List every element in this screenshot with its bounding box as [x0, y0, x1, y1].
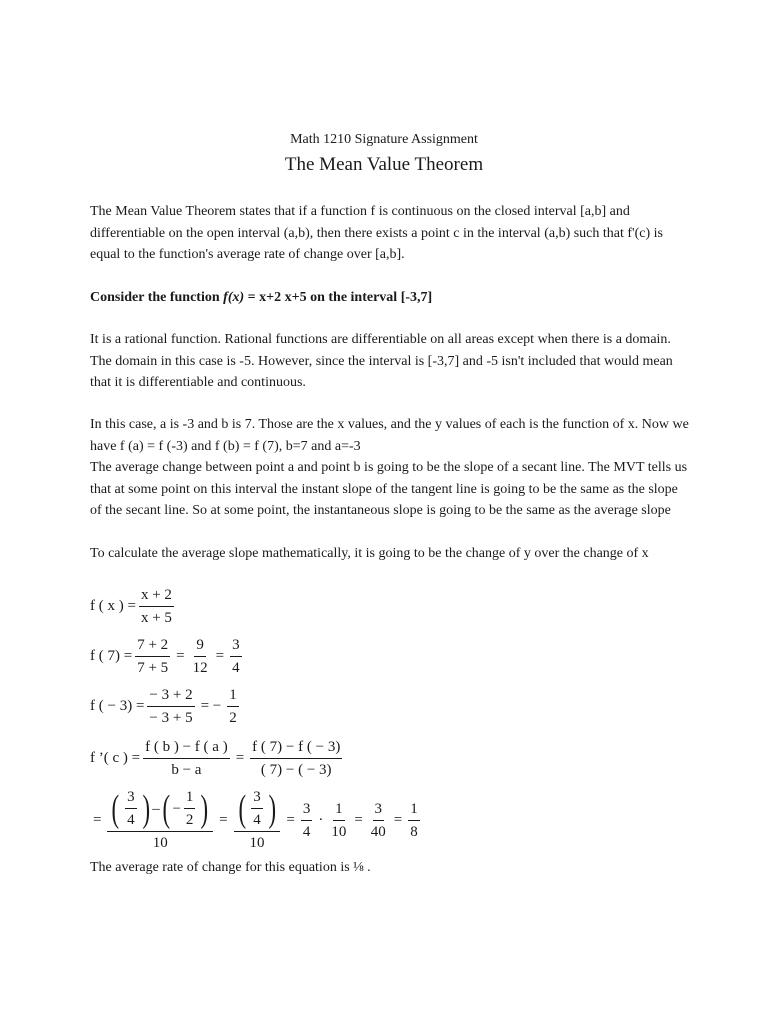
eq5-frac-b [184, 788, 196, 829]
eq4-num1: f ( b ) − f ( a ) [143, 738, 230, 759]
eq5-a-num: 3 [125, 788, 137, 809]
eq3-den1: − 3 + 5 [149, 710, 193, 726]
eq5-a-den: 4 [127, 812, 135, 828]
eq5-f-den: 40 [370, 823, 386, 840]
eq5-paren-b [160, 788, 211, 829]
calculate-paragraph: To calculate the average slope mathematically, it is going to be the change of y over the change of x [90, 546, 649, 561]
eq4-fraction-1 [143, 738, 230, 779]
consider-rest: = x+2 x+5 on the interval [-3,7] [244, 290, 433, 305]
eq5-e-num: 1 [333, 800, 345, 821]
eq5-big-num [107, 788, 213, 832]
eq5-frac-e [329, 800, 348, 841]
eq5-frac-d [301, 800, 313, 841]
eq5-b-den: 2 [185, 812, 194, 828]
equation-final [90, 788, 423, 852]
eq5-paren-b-close: ) [200, 787, 209, 830]
eq5-e-den: 10 [331, 823, 347, 840]
eq1-fraction [139, 586, 174, 627]
eq1-num: x + 2 [139, 586, 174, 607]
eq5-frac-c [251, 788, 263, 829]
eq3-den2: 2 [229, 710, 237, 726]
eq4-den2: ( 7) − ( − 3) [260, 762, 332, 778]
eq5-minus: – [152, 800, 160, 817]
eq5-f-num: 3 [373, 800, 385, 821]
result-paragraph: The average rate of change for this equation is ⅛ . [90, 860, 371, 875]
document-title: The Mean Value Theorem [284, 154, 484, 175]
eq1-lhs: f ( x ) = [90, 598, 136, 614]
eq5-frac-g [408, 800, 420, 841]
rational-paragraph: It is a rational function. Rational functions are differentiable on all areas except when there is a domain. The domain in this case is -5. However, since the interval is [-3,7] and -5 isn't included that would mean that it is differentiable and continuous. [90, 332, 673, 390]
equation-f7 [90, 636, 245, 677]
consider-function-name: f(x) [223, 290, 245, 305]
eq5-big-den-2: 10 [249, 835, 265, 851]
consider-paragraph [90, 287, 690, 309]
eq3-fraction-1 [147, 686, 194, 727]
eq4-lhs: f ’( c ) = [90, 750, 141, 766]
eq5-b-sign: − [172, 800, 181, 817]
eq5-dot: · [318, 811, 324, 828]
equation-fx [90, 586, 177, 627]
intro-paragraph: The Mean Value Theorem states that if a function f is continuous on the closed interval [a,b] and differentiable on the open interval (a,b), then there exists a point c in the interval (a,b) such that f'(c) is equal to the function's average rate of change over [a,b]. [90, 204, 663, 262]
equation-f-minus3 [90, 686, 242, 727]
eq5-b-num: 1 [184, 788, 196, 809]
eq2-fraction-2 [191, 636, 210, 677]
eq5-equals-2: = [286, 811, 295, 828]
eq5-d-den: 4 [302, 823, 311, 840]
eq2-den3: 4 [232, 660, 240, 676]
eq5-big-den: 10 [152, 835, 168, 851]
eq5-paren-c-open: ( [238, 787, 246, 830]
case-paragraph: In this case, a is -3 and b is 7. Those are the x values, and the y values of each is the function of x. Now we have f (a) = f (-3) and f (b) = f (7), b=7 and a=-3 [90, 417, 689, 454]
eq4-num2: f ( 7) − f ( − 3) [250, 738, 342, 759]
eq3-num2: 1 [227, 686, 239, 707]
document-subtitle: Math 1210 Signature Assignment [290, 132, 478, 147]
eq3-num1: − 3 + 2 [147, 686, 194, 707]
eq2-den2: 12 [192, 660, 208, 676]
eq3-lhs: f ( − 3) = [90, 698, 145, 714]
eq5-big-num-2 [234, 788, 281, 832]
equation-fprime-c [90, 738, 345, 779]
eq1-den: x + 5 [140, 610, 172, 626]
eq5-g-den: 8 [410, 823, 418, 840]
eq2-num3: 3 [230, 636, 242, 657]
eq5-equals-0: = [93, 811, 102, 828]
eq5-big-fraction-2 [234, 788, 281, 852]
eq2-equals-2: = [215, 648, 225, 664]
eq5-paren-a [109, 788, 152, 829]
eq5-paren-a-close: ) [142, 787, 150, 830]
eq5-equals-1: = [219, 811, 228, 828]
eq3-fraction-2 [227, 686, 239, 727]
eq5-d-num: 3 [301, 800, 313, 821]
eq5-paren-a-open: ( [112, 787, 120, 830]
eq4-equals: = [235, 750, 245, 766]
eq2-den1: 7 + 5 [137, 660, 169, 676]
eq5-paren-c [236, 788, 279, 829]
eq5-g-num: 1 [408, 800, 420, 821]
eq3-tail: = − [200, 698, 222, 714]
eq4-fraction-2 [250, 738, 342, 779]
eq5-paren-c-close: ) [268, 787, 276, 830]
eq2-fraction-3 [230, 636, 242, 677]
eq2-num2: 9 [194, 636, 206, 657]
eq2-equals-1: = [176, 648, 185, 664]
eq5-c-num: 3 [251, 788, 263, 809]
eq5-c-den: 4 [253, 812, 261, 828]
eq4-den1: b − a [171, 762, 202, 778]
eq2-lhs: f ( 7) = [90, 648, 133, 664]
eq5-paren-b-open: ( [162, 787, 170, 830]
eq5-frac-a [125, 788, 137, 829]
eq2-num1: 7 + 2 [135, 636, 170, 657]
eq5-equals-4: = [393, 811, 403, 828]
consider-prefix: Consider the function [90, 290, 224, 305]
eq2-fraction-1 [135, 636, 170, 677]
eq5-big-fraction-1 [107, 788, 213, 852]
eq5-frac-f [369, 800, 388, 841]
eq5-equals-3: = [354, 811, 363, 828]
average-paragraph: The average change between point a and point b is going to be the slope of a secant line. The MVT tells us that at some point on this interval the instant slope of the tangent line is going to be the same as the slope of the secant line. So at some point, the instantaneous slope is going to be the same as the average slope [90, 460, 688, 518]
